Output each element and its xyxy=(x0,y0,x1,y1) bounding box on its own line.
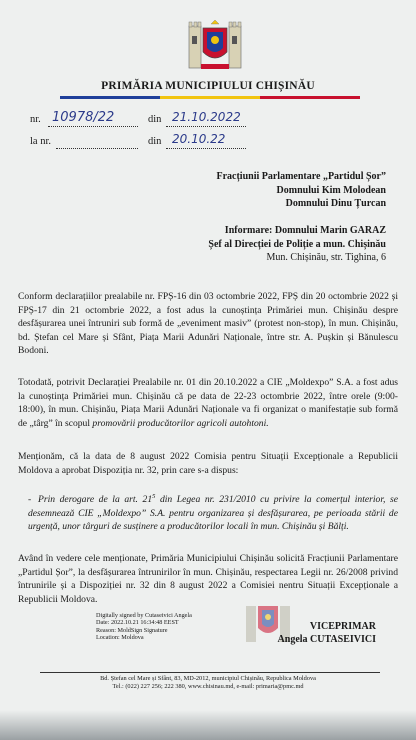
signatory-block xyxy=(278,620,376,646)
paragraph-2 xyxy=(18,376,398,430)
paragraph-2-italic: promovării producătorilor agricoli autohtoni. xyxy=(92,417,269,429)
din2-line xyxy=(166,148,246,149)
la-nr-label: la nr. xyxy=(30,136,51,147)
addressee-faction: Fracțiunii Parlamentare „Partidul Șor” xyxy=(216,171,386,182)
page-bottom-shadow xyxy=(0,710,416,740)
footer-divider xyxy=(40,672,380,673)
bullet-text-b: din Legea nr. 231/2010 cu privire la comerțul interior, se desemnează CIE „Moldexpo” S.A. pentru organizarea și desfășurarea, pe perioada stării de urgență, unor târguri de susținere a producătorilor locali în mun. Chișinău și Bălți. xyxy=(28,494,398,533)
nr-label: nr. xyxy=(30,114,41,125)
din-value: 21.10.2022 xyxy=(172,110,241,124)
signatory-name: Angela CUTASEIVICI xyxy=(277,634,376,645)
din-line xyxy=(166,126,246,127)
digital-signature-info xyxy=(96,612,192,641)
paragraph-2-text: Totodată, potrivit Declarației Prealabile nr. 01 din 20.10.2022 a CIE „Moldexpo” S.A. a fost adus la cunoștința Primăriei mun. Chișinău că pe data de 22-23 octombrie 2022, între orele (9:00-18:00), în mun. Chișinău, Piața Marii Adunări Naționale va fi organizat o manifestație sub formă de „târg” în scopul xyxy=(18,377,398,429)
din2-value: 20.10.22 xyxy=(172,132,226,146)
addressee-block xyxy=(216,170,386,211)
bullet-text-a: Prin derogare de la art. 21 xyxy=(38,494,153,506)
info-recipient: Informare: Domnului Marin GARAZ xyxy=(224,225,386,236)
nr-value: 10978/22 xyxy=(52,110,115,125)
nr-line xyxy=(48,126,138,127)
footer-address: Bd. Ștefan cel Mare și Sfânt, 83, MD-2012, municipiul Chișinău, Republica Moldova xyxy=(100,675,316,682)
addressee-molodean: Domnului Kim Molodean xyxy=(276,184,386,196)
din-label: din xyxy=(148,114,162,125)
la-nr-line xyxy=(56,148,138,149)
info-title: Șef al Direcției de Poliție a mun. Chișinău xyxy=(208,238,386,250)
paragraph-4: Având în vedere cele menționate, Primăria Municipiului Chișinău solicită Fracțiunii Parlamentare „Partidul Șor”, la desfășurarea întrunirilor în mun. Chișinău, respectarea Legii nr. 26/2008 privind întrunirile și a Dispoziției nr. 32 din 8 august 2022 a Comisiei nentru Situații Excepționale a Republicii Moldova. xyxy=(18,553,398,605)
bullet-sup: 5 xyxy=(152,493,156,500)
organization-title: PRIMĂRIA MUNICIPIULUI CHIȘINĂU xyxy=(101,80,315,92)
signatory-title: VICEPRIMAR xyxy=(309,621,376,632)
bullet-item xyxy=(28,490,398,534)
tricolor-divider xyxy=(60,96,360,99)
info-address: Mun. Chișinău, str. Tighina, 6 xyxy=(266,252,386,263)
signature-line-4: Location: Moldova xyxy=(96,633,144,641)
signature-line-1: Digitally signed by Cutaseivici Angela xyxy=(96,612,192,619)
footer-phone-web: Tel.: (022) 227 256; 222 380, www.chisinau.md, e-mail: primaria@pmc.md xyxy=(112,683,304,690)
din2-label: din xyxy=(148,136,162,147)
bullet-dash: - xyxy=(28,494,32,506)
paragraph-1: Conform declarațiilor prealabile nr. FPȘ-16 din 03 octombrie 2022, FPȘ din 20 octombrie 2022 și FPȘ-17 din 21 octombrie 2022, a fost adus la cunoștința Primăriei mun. Chișinău despre desfășurarea unei întruniri sub formă de „eveniment masiv” (protest non-stop), în mun. Chișinău, bd. Ștefan cel Mare și Sfânt, Piața Marii Adunări Naționale, între str. A. Pușkin și Bănulescu Bodoni. xyxy=(18,291,398,357)
addressee-turcan: Domnului Dinu Țurcan xyxy=(285,198,386,209)
paragraph-3: Menționăm, că la data de 8 august 2022 Comisia pentru Situații Excepționale a Republicii Moldova a aprobat Dispoziția nr. 32, prin care s-a dispus: xyxy=(18,451,398,476)
signature-line-3: Reason: MoldSign Signature xyxy=(96,626,168,634)
signature-line-2: Date: 2022.10.21 16:34:48 EEST xyxy=(96,619,179,627)
info-block xyxy=(208,224,386,265)
footer-contact xyxy=(0,675,416,691)
coat-of-arms-icon xyxy=(185,18,245,78)
